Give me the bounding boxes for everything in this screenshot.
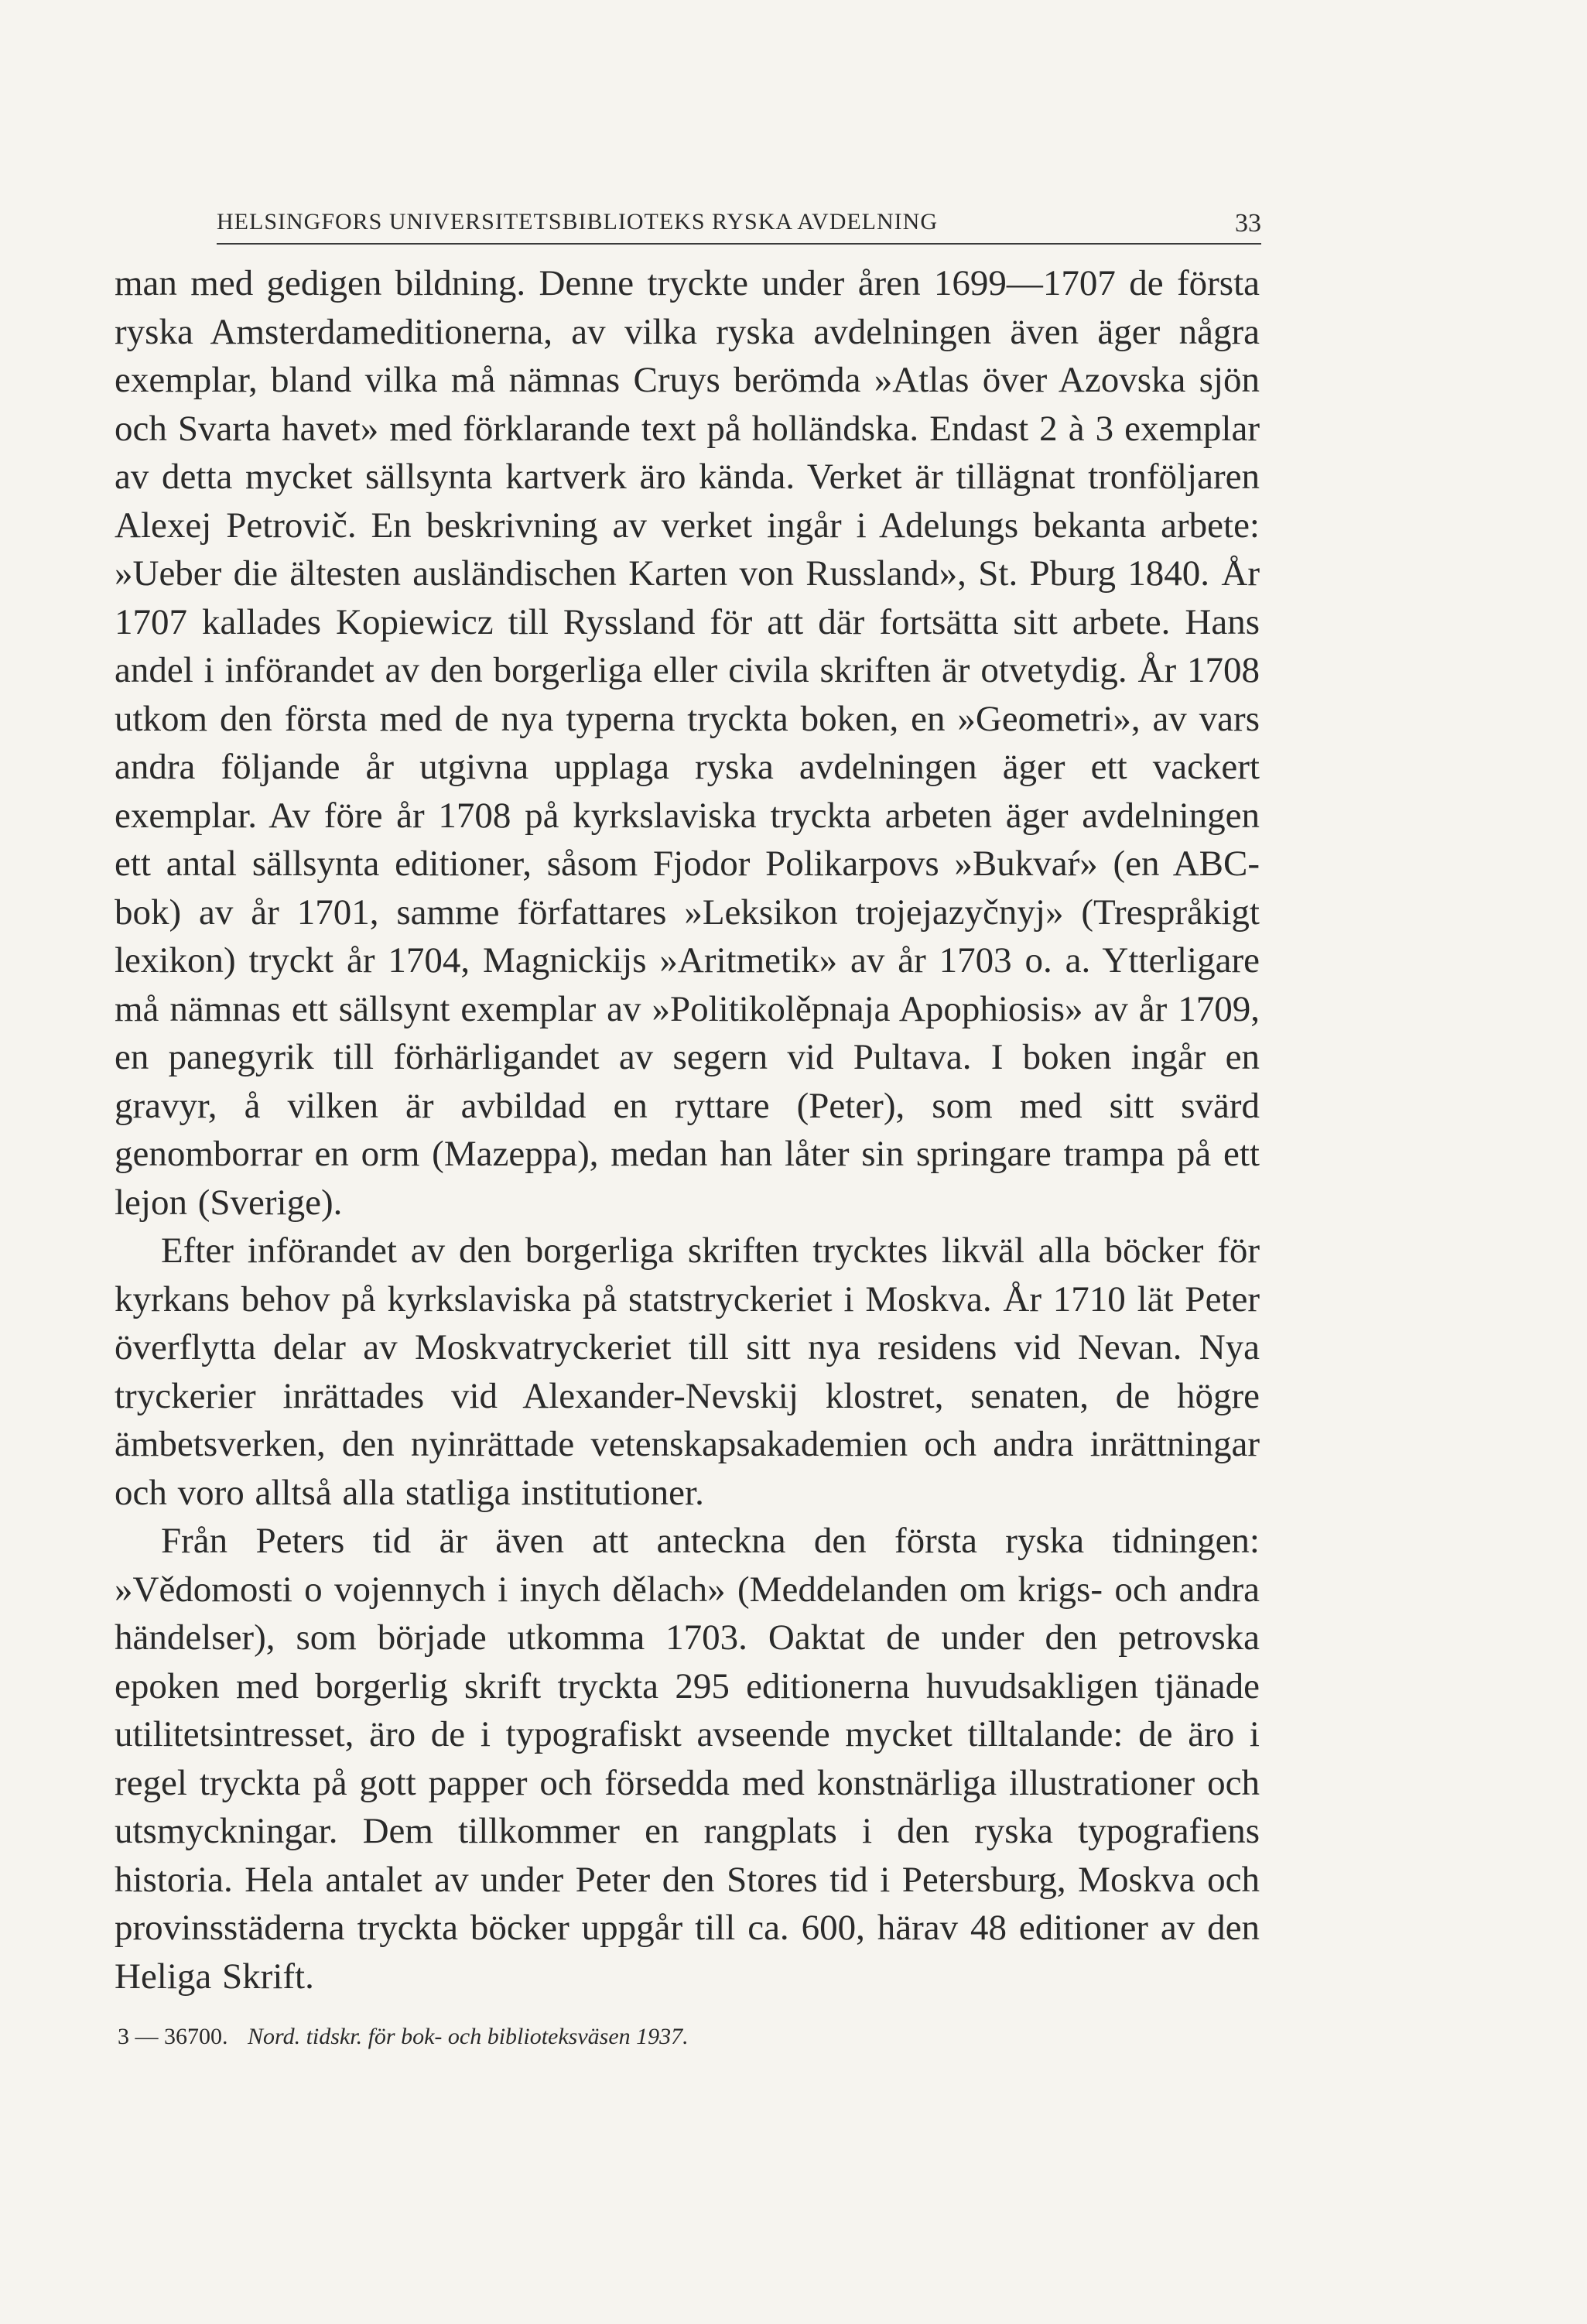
printer-footer bbox=[118, 2024, 689, 2050]
journal-citation: Nord. tidskr. för bok- och biblioteksväsen 1937. bbox=[248, 2024, 689, 2049]
paragraph-3: Från Peters tid är även att anteckna den första ryska tidningen: »Vědomosti o vojennych i inych dělach» (Meddelanden om krigs- och andra händelser), som började utkomma 1703. Oaktat de under den petrovska epoken med borgerlig skrift tryckta 295 editionerna huvudsakligen tjänade utilitetsintresset, äro de i typografiskt avseende mycket tilltalande: de äro i regel tryckta på gott papper och försedda med konstnärliga illustrationer och utsmyckningar. Dem tillkommer en rangplats i den ryska typografiens historia. Hela antalet av under Peter den Stores tid i Petersburg, Moskva och provinsstäderna tryckta böcker uppgår till ca. 600, härav 48 editioner av den Heliga Skrift. bbox=[115, 1521, 1260, 1997]
running-head bbox=[217, 209, 1261, 245]
paragraph-1: man med gedigen bildning. Denne tryckte under åren 1699—1707 de första ryska Amsterdameditionerna, av vilka ryska avdelningen även äger några exemplar, bland vilka må nämnas Cruys berömda »Atlas över Azovska sjön och Svarta havet» med förklarande text på holländska. Endast 2 à 3 exemplar av detta mycket sällsynta kartverk äro kända. Verket är tillägnat tronföljaren Alexej Petrovič. En beskrivning av verket ingår i Adelungs bekanta arbete: »Ueber die ältesten ausländischen Karten von Russland», St. Pburg 1840. År 1707 kallades Kopiewicz till Ryssland för att där fortsätta sitt arbete. Hans andel i införandet av den borgerliga eller civila skriften är otvetydig. År 1708 utkom den första med de nya typerna tryckta boken, en »Geometri», av vars andra följande år utgivna upplaga ryska avdelningen äger ett vackert exemplar. Av före år 1708 på kyrkslaviska tryckta arbeten äger avdelningen ett antal sällsynta editioner, såsom Fjodor Polikarpovs »Bukvaŕ» (en ABC-bok) av år 1701, samme författares »Leksikon trojejazyčnyj» (Trespråkigt lexikon) tryckt år 1704, Magnickijs »Aritmetik» av år 1703 o. a. Ytterligare må nämnas ett sällsynt exemplar av »Politikolěpnaja Apophiosis» av år 1709, en panegyrik till förhärligandet av segern vid Pultava. I boken ingår en gravyr, å vilken är avbildad en ryttare (Peter), som med sitt svärd genomborrar en orm (Mazeppa), medan han låter sin springare trampa på ett lejon (Sverige). bbox=[115, 263, 1260, 1223]
body-text bbox=[115, 259, 1260, 2001]
running-title: HELSINGFORS UNIVERSITETSBIBLIOTEKS RYSKA AVDELNING bbox=[217, 209, 938, 234]
signature-code: 3 — 36700. bbox=[118, 2024, 228, 2049]
paragraph-2: Efter införandet av den borgerliga skriften trycktes likväl alla böcker för kyrkans behov på kyrkslaviska på statstryckeriet i Moskva. År 1710 lät Peter överflytta delar av Moskvatryckeriet till sitt nya residens vid Nevan. Nya tryckerier inrättades vid Alexander-Nevskij klostret, senaten, de högre ämbetsverken, den nyinrättade vetenskapsakademien och andra inrättningar och voro alltså alla statliga institutioner. bbox=[115, 1230, 1260, 1513]
page-number: 33 bbox=[1235, 209, 1261, 238]
